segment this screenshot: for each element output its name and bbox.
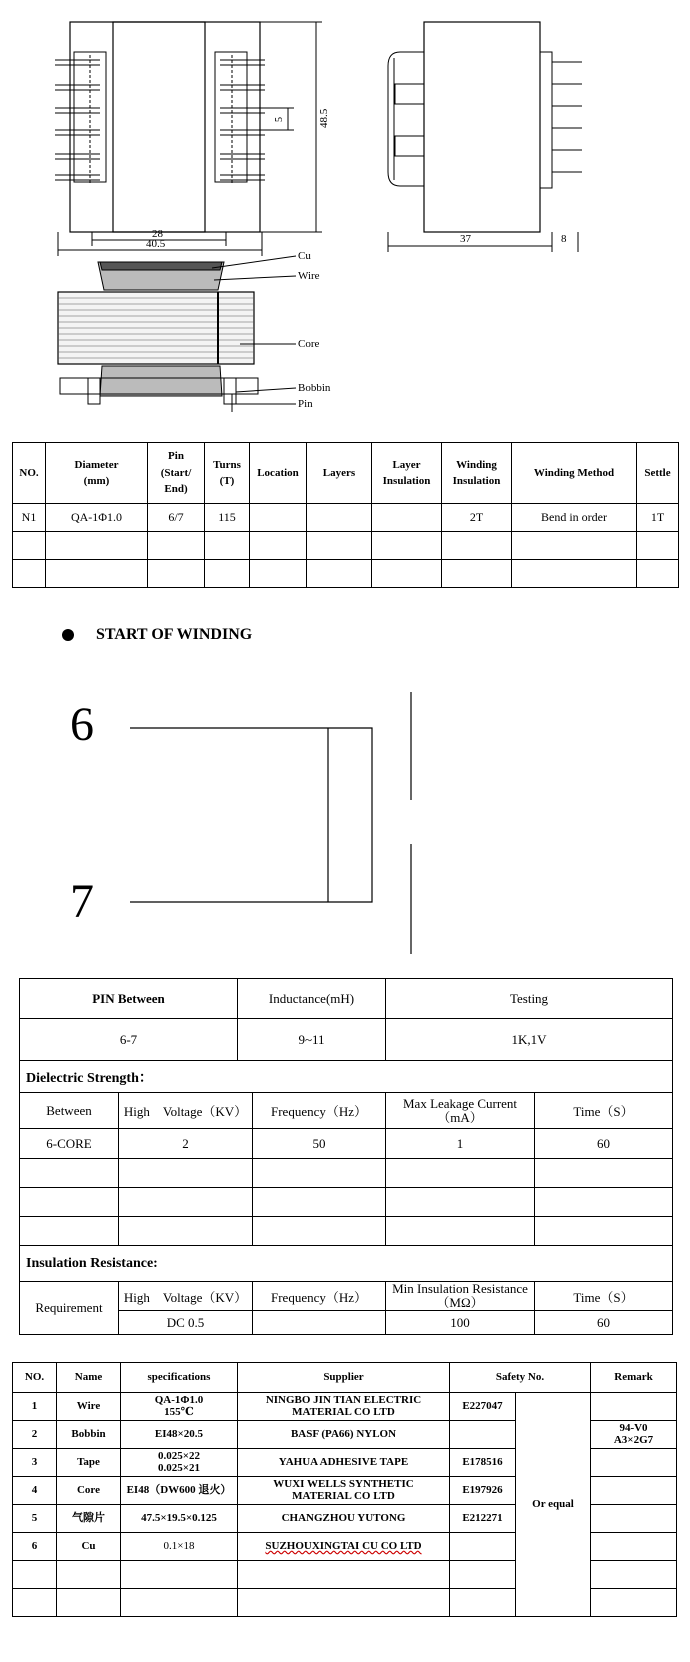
header-time: Time（S） bbox=[535, 1093, 673, 1129]
dim-height: 48.5 bbox=[318, 108, 330, 128]
header-leakage: Max Leakage Current （mA） bbox=[386, 1093, 535, 1129]
cell-or-equal: Or equal bbox=[516, 1393, 591, 1617]
cell-supplier: BASF (PA66) NYLON bbox=[238, 1421, 450, 1449]
cell-pins: 6-7 bbox=[20, 1019, 238, 1061]
cell-no: 2 bbox=[13, 1421, 57, 1449]
table-row bbox=[20, 1188, 673, 1217]
table-row bbox=[20, 1159, 673, 1188]
cell-remark bbox=[591, 1477, 677, 1505]
cell-remark bbox=[591, 1533, 677, 1561]
header-time: Time（S） bbox=[535, 1282, 673, 1311]
cell-safety bbox=[450, 1533, 516, 1561]
cell-no: N1 bbox=[13, 504, 46, 532]
left-pins bbox=[55, 55, 100, 185]
header-requirement: Requirement bbox=[20, 1282, 119, 1335]
cell-spec: QA-1Φ1.0 155℃ bbox=[121, 1393, 238, 1421]
header-specifications: specifications bbox=[121, 1363, 238, 1393]
cell-safety bbox=[450, 1421, 516, 1449]
table-row bbox=[20, 1019, 673, 1061]
header-resistance: Min Insulation Resistance （MΩ） bbox=[386, 1282, 535, 1311]
cell-spec: 0.025×22 0.025×21 bbox=[121, 1449, 238, 1477]
header-voltage: High Voltage（KV） bbox=[119, 1093, 253, 1129]
cell-supplier: WUXI WELLS SYNTHETIC MATERIAL CO LTD bbox=[238, 1477, 450, 1505]
cell-winding-insulation: 2T bbox=[442, 504, 512, 532]
dim-pin-pitch: 5 bbox=[274, 117, 285, 122]
dim-core-width: 28 bbox=[152, 228, 163, 240]
electrical-spec-table bbox=[19, 978, 673, 1335]
cell-name: Bobbin bbox=[57, 1421, 121, 1449]
insulation-header-row bbox=[20, 1282, 673, 1311]
pin-6-label: 6 bbox=[70, 698, 94, 751]
header-frequency: Frequency（Hz） bbox=[253, 1093, 386, 1129]
header-winding-method: Winding Method bbox=[512, 443, 637, 504]
cell-spec: 0.1×18 bbox=[121, 1533, 238, 1561]
header-settle: Settle bbox=[637, 443, 679, 504]
header-layers: Layers bbox=[307, 443, 372, 504]
table-row bbox=[20, 1217, 673, 1246]
cell-time: 60 bbox=[535, 1129, 673, 1159]
cell-time: 60 bbox=[535, 1311, 673, 1335]
cell-between: 6-CORE bbox=[20, 1129, 119, 1159]
cell-no: 4 bbox=[13, 1477, 57, 1505]
cell-name: 气隙片 bbox=[57, 1505, 121, 1533]
header-diameter: Diameter (mm) bbox=[46, 443, 148, 504]
header-winding-insulation: Winding Insulation bbox=[442, 443, 512, 504]
cell-spec: EI48（DW600 退火） bbox=[121, 1477, 238, 1505]
table-row bbox=[13, 560, 679, 588]
cell-no: 3 bbox=[13, 1449, 57, 1477]
header-voltage: High Voltage（KV） bbox=[119, 1282, 253, 1311]
dim-depth: 37 bbox=[460, 233, 471, 245]
cell-spec: EI48×20.5 bbox=[121, 1421, 238, 1449]
materials-table bbox=[12, 1362, 677, 1617]
cell-supplier: NINGBO JIN TIAN ELECTRIC MATERIAL CO LTD bbox=[238, 1393, 450, 1421]
cell-testing: 1K,1V bbox=[386, 1019, 673, 1061]
header-name: Name bbox=[57, 1363, 121, 1393]
cell-remark: 94-V0 A3×2G7 bbox=[591, 1421, 677, 1449]
cell-no: 1 bbox=[13, 1393, 57, 1421]
table-row bbox=[20, 1129, 673, 1159]
cell-name: Wire bbox=[57, 1393, 121, 1421]
header-pin: Pin (Start/ End) bbox=[148, 443, 205, 504]
dim-pin-length: 8 bbox=[561, 233, 567, 245]
dim-overall-width: 40.5 bbox=[146, 238, 166, 250]
cell-winding-method: Bend in order bbox=[512, 504, 637, 532]
cell-remark bbox=[591, 1505, 677, 1533]
transformer-drawing bbox=[0, 0, 690, 415]
cell-no: 5 bbox=[13, 1505, 57, 1533]
header-no: NO. bbox=[13, 443, 46, 504]
label-core: Core bbox=[298, 338, 320, 350]
cell-layers bbox=[307, 504, 372, 532]
cross-section-view bbox=[58, 250, 331, 412]
cell-layer-insulation bbox=[372, 504, 442, 532]
cell-safety: E227047 bbox=[450, 1393, 516, 1421]
header-location: Location bbox=[250, 443, 307, 504]
cell-supplier: CHANGZHOU YUTONG bbox=[238, 1505, 450, 1533]
cell-spec: 47.5×19.5×0.125 bbox=[121, 1505, 238, 1533]
label-cu: Cu bbox=[298, 250, 311, 262]
header-testing: Testing bbox=[386, 979, 673, 1019]
header-frequency: Frequency（Hz） bbox=[253, 1282, 386, 1311]
cell-remark bbox=[591, 1449, 677, 1477]
header-turns: Turns (T) bbox=[205, 443, 250, 504]
cell-supplier: SUZHOUXINGTAI CU CO LTD bbox=[238, 1533, 450, 1561]
start-of-winding-title: START OF WINDING bbox=[96, 626, 253, 643]
cell-frequency: 50 bbox=[253, 1129, 386, 1159]
cell-turns: 115 bbox=[205, 504, 250, 532]
header-between: Between bbox=[20, 1093, 119, 1129]
header-inductance: Inductance(mH) bbox=[238, 979, 386, 1019]
side-view bbox=[388, 22, 582, 252]
cell-name: Tape bbox=[57, 1449, 121, 1477]
cell-diameter: QA-1Φ1.0 bbox=[46, 504, 148, 532]
inductance-header-row bbox=[20, 979, 673, 1019]
cell-frequency bbox=[253, 1311, 386, 1335]
materials-header-row bbox=[13, 1363, 677, 1393]
cell-location bbox=[250, 504, 307, 532]
header-no: NO. bbox=[13, 1363, 57, 1393]
cell-safety: E212271 bbox=[450, 1505, 516, 1533]
dielectric-header-row bbox=[20, 1093, 673, 1129]
cell-leakage: 1 bbox=[386, 1129, 535, 1159]
cell-remark bbox=[591, 1393, 677, 1421]
cell-name: Core bbox=[57, 1477, 121, 1505]
cell-safety: E197926 bbox=[450, 1477, 516, 1505]
cell-voltage: 2 bbox=[119, 1129, 253, 1159]
cell-safety: E178516 bbox=[450, 1449, 516, 1477]
side-pins bbox=[552, 62, 582, 172]
cell-supplier: YAHUA ADHESIVE TAPE bbox=[238, 1449, 450, 1477]
header-pin-between: PIN Between bbox=[20, 979, 238, 1019]
header-safety-no: Safety No. bbox=[450, 1363, 591, 1393]
cell-inductance: 9~11 bbox=[238, 1019, 386, 1061]
winding-table bbox=[12, 442, 679, 588]
cell-settle: 1T bbox=[637, 504, 679, 532]
label-bobbin: Bobbin bbox=[298, 382, 331, 394]
header-layer-insulation: Layer Insulation bbox=[372, 443, 442, 504]
header-supplier: Supplier bbox=[238, 1363, 450, 1393]
label-pin: Pin bbox=[298, 398, 313, 410]
start-of-winding-heading bbox=[62, 626, 252, 644]
right-pins bbox=[220, 55, 265, 185]
cell-voltage: DC 0.5 bbox=[119, 1311, 253, 1335]
cell-pin: 6/7 bbox=[148, 504, 205, 532]
table-row bbox=[13, 532, 679, 560]
dielectric-title: Dielectric Strength： bbox=[20, 1061, 673, 1093]
winding-lead bbox=[130, 728, 372, 902]
insulation-title: Insulation Resistance: bbox=[20, 1246, 673, 1282]
pin-7-label: 7 bbox=[70, 875, 94, 928]
front-view bbox=[55, 22, 330, 256]
cell-no: 6 bbox=[13, 1533, 57, 1561]
label-wire: Wire bbox=[298, 270, 320, 282]
table-row bbox=[13, 1393, 677, 1421]
table-row bbox=[13, 504, 679, 532]
winding-header-row bbox=[13, 443, 679, 504]
cell-name: Cu bbox=[57, 1533, 121, 1561]
winding-schematic bbox=[0, 680, 690, 970]
cell-resistance: 100 bbox=[386, 1311, 535, 1335]
header-remark: Remark bbox=[591, 1363, 677, 1393]
bullet-icon bbox=[62, 629, 74, 641]
